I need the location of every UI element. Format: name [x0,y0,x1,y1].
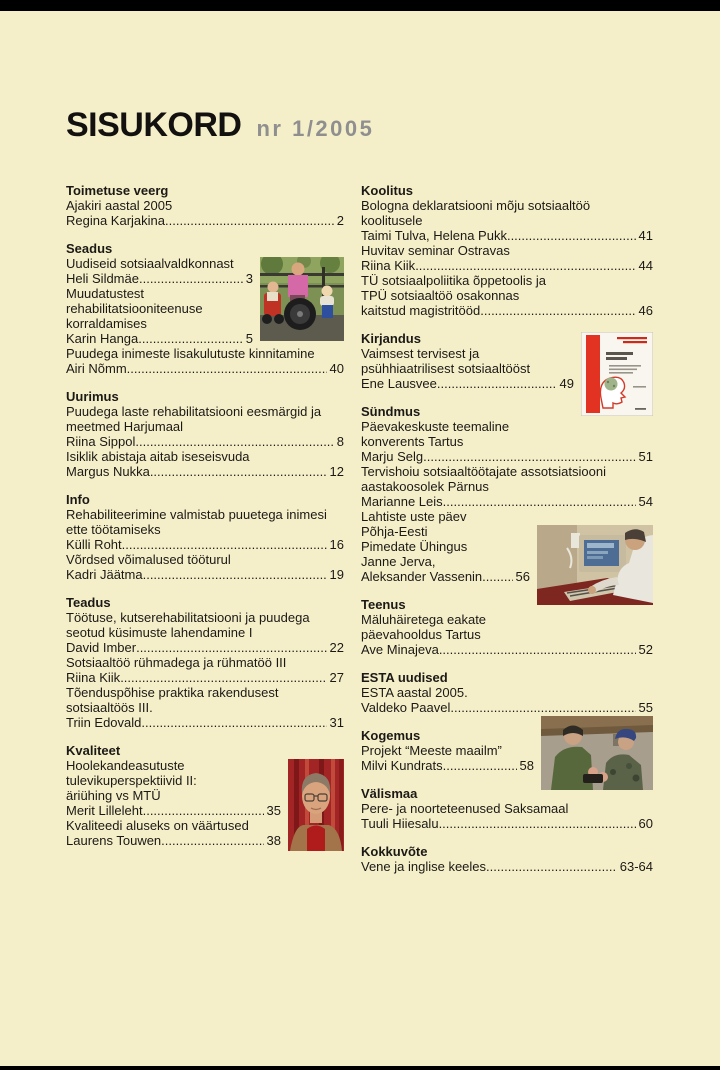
dot-leader [439,642,636,657]
section-heading: Sündmus [361,404,421,419]
toc-item-title-line: päevahooldus Tartus [361,627,481,642]
toc-item-author: Laurens Touwen [66,833,162,848]
page-title: SISUKORD [66,106,242,144]
toc-entry [361,685,653,715]
toc-section [361,786,653,831]
toc-entry [361,198,653,243]
toc-item-author: Milvi Kundrats [361,758,443,773]
top-frame-bar [0,0,720,11]
toc-section [361,597,653,657]
toc-item-title-line: Puudega inimeste lisakulutuste kinnitamine [66,346,315,361]
toc-item-title-line: Lahtiste uste päev [361,509,467,524]
toc-leader-line [361,816,653,831]
dot-leader [161,833,263,848]
toc-page-number: 51 [638,449,653,464]
section-heading: Uurimus [66,389,119,404]
toc-item-author: Aleksander Vassenin [361,569,483,584]
toc-leader-line [66,567,344,582]
dot-leader [482,569,512,584]
toc-item-author: Riina Kiik [66,670,121,685]
toc-item-title-line: Tõenduspõhise praktika rakendusest [66,685,279,700]
issue-number: nr 1/2005 [256,116,375,141]
toc-column-left [66,183,344,887]
toc-entry [361,509,653,584]
toc-section [66,595,344,730]
toc-leader-line [66,213,344,228]
toc-page-number: 55 [638,700,653,715]
toc-item-title-line: Töötuse, kutserehabilitatsiooni ja puudega [66,610,310,625]
toc-item-title-line: Uudiseid sotsiaalvaldkonnast [66,256,234,271]
toc-leader-line [361,642,653,657]
dot-leader [165,213,334,228]
dot-leader [450,700,635,715]
dot-leader [150,464,327,479]
toc-leader-line [361,303,653,318]
toc-page-number: 19 [329,567,344,582]
toc-item-title-line: tulevikuperspektiivid II: [66,773,197,788]
toc-entry [66,685,344,730]
dot-leader [480,303,635,318]
toc-page-number: 46 [638,303,653,318]
toc-entry [66,346,344,376]
toc-item-title-line: Huvitav seminar Ostravas [361,243,510,258]
toc-entry [66,655,344,685]
toc-item-title-line: meetmed Harjumaal [66,419,184,434]
section-heading: Kirjandus [361,331,421,346]
toc-leader-line [66,434,344,449]
toc-item-author: Taimi Tulva, Helena Pukk [361,228,507,243]
toc-item-title-line: Projekt “Meeste maailm” [361,743,502,758]
toc-item-author: Riina Kiik [361,258,416,273]
toc-item-author: Regina Karjakina [66,213,166,228]
toc-section [361,183,653,318]
toc-page-number: 63-64 [619,859,653,874]
section-heading: Koolitus [361,183,413,198]
dot-leader [139,271,243,286]
toc-section [361,670,653,715]
toc-page-number: 12 [329,464,344,479]
toc-page-number: 3 [245,271,253,286]
toc-page-number: 2 [336,213,344,228]
dot-leader [135,434,333,449]
dot-leader [443,494,636,509]
toc-item-title-line: Sotsiaaltöö rühmadega ja rühmatöö III [66,655,287,670]
toc-leader-line [66,803,281,818]
dot-leader [437,376,557,391]
toc-item-author: Ave Minajeva [361,642,439,657]
toc-leader-line [66,464,344,479]
toc-leader-line [66,537,344,552]
toc-item-author: Tuuli Hiiesalu [361,816,439,831]
toc-entry [66,198,344,228]
toc-page-number: 58 [519,758,534,773]
toc-page-number: 41 [638,228,653,243]
toc-leader-line [66,715,344,730]
toc-item-title-line: Päevakeskuste teemaline konverents Tartus [361,419,510,449]
toc-page-number: 52 [638,642,653,657]
dot-leader [423,449,635,464]
toc-columns [66,183,653,887]
men-outdoors-jackets-photo [541,716,653,790]
toc-page-number: 16 [329,537,344,552]
toc-section [361,404,653,584]
section-heading: Välismaa [361,786,418,801]
toc-item-title-line: aastakoosolek Pärnus [361,479,489,494]
toc-item-title-line: rehabilitatsiooniteenuse [66,301,203,316]
toc-page-number: 31 [329,715,344,730]
dot-leader [443,758,517,773]
toc-leader-line [361,494,653,509]
toc-item-author: Marju Selg [361,449,424,464]
dot-leader [486,859,617,874]
toc-page-number: 44 [638,258,653,273]
toc-item-title-line: TPÜ sotsiaaltöö osakonnas [361,288,520,303]
toc-entry [361,243,653,273]
toc-item-author: Külli Roht [66,537,122,552]
toc-item-title-line: TÜ sotsiaalpoliitika õppetoolis ja [361,273,546,288]
section-heading: Toimetuse veerg [66,183,169,198]
section-heading: Kokkuvõte [361,844,428,859]
section-heading: Seadus [66,241,113,256]
toc-section [66,492,344,582]
toc-item-title-line: Hoolekandeasutuste [66,758,185,773]
toc-item-title-line: Võrdsed võimalused tööturul [66,552,231,567]
toc-item-title-line: Bologna deklaratsiooni mõju sotsiaaltöö [361,198,591,213]
toc-item-title-line: sotsiaaltöös III. [66,700,153,715]
dot-leader [439,816,636,831]
toc-item-author: kaitstud magistritööd [361,303,481,318]
bottom-frame-bar [0,1066,720,1070]
dot-leader [415,258,635,273]
toc-item-author: Karin Hanga [66,331,139,346]
toc-entry [66,404,344,449]
toc-page-number: 38 [266,833,281,848]
dot-leader [120,670,326,685]
toc-item-title-line: Põhja-Eesti [361,524,428,539]
toc-leader-line [66,271,253,286]
toc-leader-line [361,758,534,773]
toc-item-author: Riina Sippol [66,434,136,449]
toc-page-number: 8 [336,434,344,449]
toc-page-number: 40 [329,361,344,376]
toc-item-author: Heli Sildmäe [66,271,139,286]
toc-page-number: 60 [638,816,653,831]
toc-section [66,743,344,848]
toc-leader-line [361,859,653,874]
toc-leader-line [361,569,530,584]
section-heading: Teadus [66,595,111,610]
toc-item-title-line: Isiklik abistaja aitab iseseisvuda [66,449,250,464]
section-heading: Teenus [361,597,406,612]
toc-item-title-line: ette töötamiseks [66,522,161,537]
toc-page-number: 5 [245,331,253,346]
toc-item-author: Airi Nõmm [66,361,127,376]
toc-item-title-line: Rehabiliteerimine valmistab puuetega inimesi [66,507,327,522]
toc-entry [361,419,653,464]
toc-item-title-line: Pere- ja noorteteenused Saksamaal [361,801,569,816]
section-heading: ESTA uudised [361,670,448,685]
toc-item-author: Margus Nukka [66,464,150,479]
toc-leader-line [66,361,344,376]
toc-item-title-line: Puudega laste rehabilitatsiooni eesmärgid ja [66,404,322,419]
dot-leader [507,228,636,243]
toc-item-title-line: seotud küsimuste lahendamine I [66,625,253,640]
toc-entry [361,859,653,874]
toc-page-number: 35 [266,803,281,818]
toc-item-title-line: korraldamises [66,316,147,331]
toc-leader-line [361,228,653,243]
section-heading: Kogemus [361,728,421,743]
toc-item-title-line: Vaimsest tervisest ja [361,346,480,361]
toc-item-title-line: äriühing vs MTÜ [66,788,161,803]
toc-page-number: 22 [329,640,344,655]
toc-section [361,844,653,874]
toc-page-number: 27 [329,670,344,685]
toc-section [66,389,344,479]
toc-leader-line [66,833,281,848]
toc-item-author: Ene Lausvee [361,376,437,391]
wheelchair-park-photo [260,257,344,341]
page-header [66,106,374,145]
section-heading: Kvaliteet [66,743,121,758]
toc-section [66,241,344,376]
toc-leader-line [66,670,344,685]
dot-leader [138,331,242,346]
toc-item-author: Merit Lilleleht [66,803,143,818]
section-heading: Info [66,492,90,507]
portrait-red-sweater-photo [288,759,344,851]
toc-item-title-line: koolitusele [361,213,423,228]
dot-leader [143,567,327,582]
toc-item-title-line: Ajakiri aastal 2005 [66,198,173,213]
toc-item-author: Vene ja inglise keeles [361,859,487,874]
dot-leader [127,361,327,376]
toc-item-author: Valdeko Paavel [361,700,451,715]
toc-page-number: 56 [515,569,530,584]
toc-leader-line [361,700,653,715]
toc-section [361,331,653,391]
toc-leader-line [66,640,344,655]
toc-item-title-line: Mäluhäiretega eakate [361,612,487,627]
toc-entry [361,273,653,318]
toc-section [66,183,344,228]
dot-leader [122,537,327,552]
toc-page-number: 54 [638,494,653,509]
toc-item-title-line: ESTA aastal 2005. [361,685,468,700]
toc-entry [66,449,344,479]
toc-item-title-line: Janne Jerva, [361,554,436,569]
toc-leader-line [66,331,253,346]
dot-leader [141,715,326,730]
toc-item-title-line: Muudatustest [66,286,145,301]
toc-entry [66,507,344,552]
toc-item-author: Marianne Leis [361,494,443,509]
toc-entry [66,610,344,655]
dot-leader [136,640,326,655]
toc-page-number: 49 [559,376,574,391]
toc-entry [66,552,344,582]
toc-leader-line [361,258,653,273]
toc-leader-line [361,376,574,391]
man-at-computer-photo [537,525,653,605]
toc-item-author: Triin Edovald [66,715,142,730]
toc-column-right [361,183,653,887]
toc-item-title-line: Tervishoiu sotsiaaltöötajate assotsiatsiooni [361,464,606,479]
toc-item-author: Kadri Jäätma [66,567,143,582]
toc-item-title-line: Pimedate Ühingus [361,539,468,554]
toc-item-title-line: Kvaliteedi aluseks on väärtused [66,818,249,833]
toc-leader-line [361,449,653,464]
mental-health-book-cover-photo [581,332,653,416]
toc-entry [361,464,653,509]
dot-leader [143,803,264,818]
toc-item-title-line: psühhiaatrilisest sotsiaaltööst [361,361,531,376]
toc-entry [361,612,653,657]
toc-item-author: David Imber [66,640,137,655]
toc-entry [361,801,653,831]
